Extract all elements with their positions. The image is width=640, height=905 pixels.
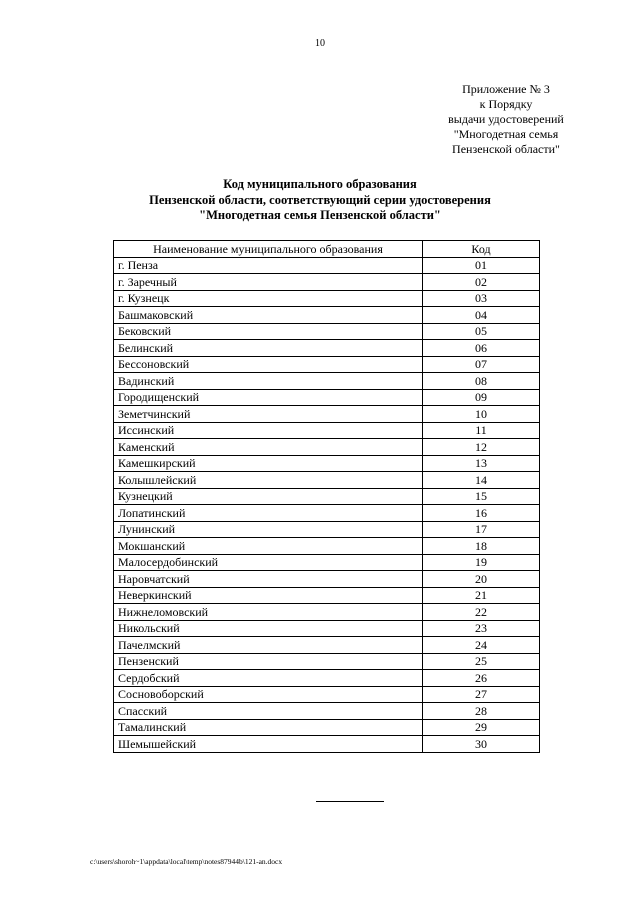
municipality-code: 03 bbox=[423, 290, 540, 307]
column-header-name: Наименование муниципального образования bbox=[114, 241, 423, 258]
page-number: 10 bbox=[315, 38, 325, 49]
municipality-name: Кузнецкий bbox=[114, 488, 423, 505]
title-line: Код муниципального образования bbox=[223, 177, 417, 191]
municipality-code: 13 bbox=[423, 455, 540, 472]
file-path-footer: c:\users\shoroh~1\appdata\local\temp\notes87944b\121-an.docx bbox=[90, 857, 283, 866]
municipality-name: Сердобский bbox=[114, 670, 423, 687]
municipality-code: 10 bbox=[423, 406, 540, 423]
table-row bbox=[114, 406, 540, 423]
municipality-code: 27 bbox=[423, 686, 540, 703]
municipality-code: 07 bbox=[423, 356, 540, 373]
municipality-code: 17 bbox=[423, 521, 540, 538]
municipality-name: г. Пенза bbox=[114, 257, 423, 274]
municipality-code: 16 bbox=[423, 505, 540, 522]
table-row bbox=[114, 389, 540, 406]
table-row bbox=[114, 620, 540, 637]
municipality-name: Мокшанский bbox=[114, 538, 423, 555]
annex-line: Приложение № 3 bbox=[462, 82, 550, 96]
table-row bbox=[114, 736, 540, 753]
column-header-code: Код bbox=[423, 241, 540, 258]
municipality-name: Вадинский bbox=[114, 373, 423, 390]
table-row bbox=[114, 422, 540, 439]
municipality-code: 23 bbox=[423, 620, 540, 637]
municipality-name: Башмаковский bbox=[114, 307, 423, 324]
municipality-code: 19 bbox=[423, 554, 540, 571]
municipality-code: 28 bbox=[423, 703, 540, 720]
municipality-name: Земетчинский bbox=[114, 406, 423, 423]
table-row bbox=[114, 455, 540, 472]
municipality-name: Бековский bbox=[114, 323, 423, 340]
municipality-name: Сосновоборский bbox=[114, 686, 423, 703]
municipality-name: Спасский bbox=[114, 703, 423, 720]
table-row bbox=[114, 587, 540, 604]
table-row bbox=[114, 521, 540, 538]
municipality-code: 18 bbox=[423, 538, 540, 555]
table-row bbox=[114, 653, 540, 670]
municipality-code: 22 bbox=[423, 604, 540, 621]
municipality-name: Малосердобинский bbox=[114, 554, 423, 571]
municipality-name: Лопатинский bbox=[114, 505, 423, 522]
municipality-code: 04 bbox=[423, 307, 540, 324]
municipality-name: Шемышейский bbox=[114, 736, 423, 753]
municipality-code: 24 bbox=[423, 637, 540, 654]
table-row bbox=[114, 439, 540, 456]
municipality-name: Наровчатский bbox=[114, 571, 423, 588]
table-row bbox=[114, 571, 540, 588]
table-row bbox=[114, 356, 540, 373]
municipality-code: 20 bbox=[423, 571, 540, 588]
municipality-code: 12 bbox=[423, 439, 540, 456]
municipality-code: 25 bbox=[423, 653, 540, 670]
municipality-code: 14 bbox=[423, 472, 540, 489]
table-row bbox=[114, 373, 540, 390]
table-row bbox=[114, 703, 540, 720]
municipality-code: 01 bbox=[423, 257, 540, 274]
municipality-name: Лунинский bbox=[114, 521, 423, 538]
table-header-row bbox=[114, 241, 540, 258]
table-row bbox=[114, 505, 540, 522]
municipality-code: 11 bbox=[423, 422, 540, 439]
municipality-name: Колышлейский bbox=[114, 472, 423, 489]
municipality-code: 02 bbox=[423, 274, 540, 291]
annex-heading bbox=[406, 82, 606, 157]
municipality-name: г. Заречный bbox=[114, 274, 423, 291]
table-row bbox=[114, 307, 540, 324]
table-row bbox=[114, 637, 540, 654]
table-row bbox=[114, 340, 540, 357]
annex-line: "Многодетная семья bbox=[453, 127, 559, 141]
table-row bbox=[114, 488, 540, 505]
municipality-code: 09 bbox=[423, 389, 540, 406]
municipality-name: Тамалинский bbox=[114, 719, 423, 736]
municipality-code: 06 bbox=[423, 340, 540, 357]
municipality-name: Пачелмский bbox=[114, 637, 423, 654]
table-row bbox=[114, 290, 540, 307]
municipality-name: Никольский bbox=[114, 620, 423, 637]
table-row bbox=[114, 554, 540, 571]
table-row bbox=[114, 257, 540, 274]
document-title bbox=[80, 177, 560, 224]
table-row bbox=[114, 670, 540, 687]
annex-line: выдачи удостоверений bbox=[448, 112, 564, 126]
municipality-name: Каменский bbox=[114, 439, 423, 456]
municipality-name: г. Кузнецк bbox=[114, 290, 423, 307]
table-row bbox=[114, 604, 540, 621]
municipality-code: 30 bbox=[423, 736, 540, 753]
municipality-name: Иссинский bbox=[114, 422, 423, 439]
annex-line: Пензенской области" bbox=[452, 142, 560, 156]
title-line: "Многодетная семья Пензенской области" bbox=[199, 208, 441, 222]
table-row bbox=[114, 719, 540, 736]
table-row bbox=[114, 323, 540, 340]
municipality-code-table bbox=[113, 240, 540, 753]
municipality-code: 29 bbox=[423, 719, 540, 736]
table-row bbox=[114, 538, 540, 555]
municipality-code: 26 bbox=[423, 670, 540, 687]
municipality-name: Белинский bbox=[114, 340, 423, 357]
municipality-code: 05 bbox=[423, 323, 540, 340]
annex-line: к Порядку bbox=[479, 97, 533, 111]
municipality-name: Городищенский bbox=[114, 389, 423, 406]
municipality-name: Камешкирский bbox=[114, 455, 423, 472]
title-line: Пензенской области, соответствующий серии удостоверения bbox=[149, 192, 491, 207]
municipality-code: 21 bbox=[423, 587, 540, 604]
municipality-code: 08 bbox=[423, 373, 540, 390]
table-body bbox=[114, 257, 540, 752]
municipality-name: Неверкинский bbox=[114, 587, 423, 604]
table-row bbox=[114, 686, 540, 703]
table-row bbox=[114, 472, 540, 489]
municipality-name: Нижнеломовский bbox=[114, 604, 423, 621]
municipality-code: 15 bbox=[423, 488, 540, 505]
municipality-name: Пензенский bbox=[114, 653, 423, 670]
municipality-name: Бессоновский bbox=[114, 356, 423, 373]
table-row bbox=[114, 274, 540, 291]
footnote-separator bbox=[316, 801, 384, 802]
